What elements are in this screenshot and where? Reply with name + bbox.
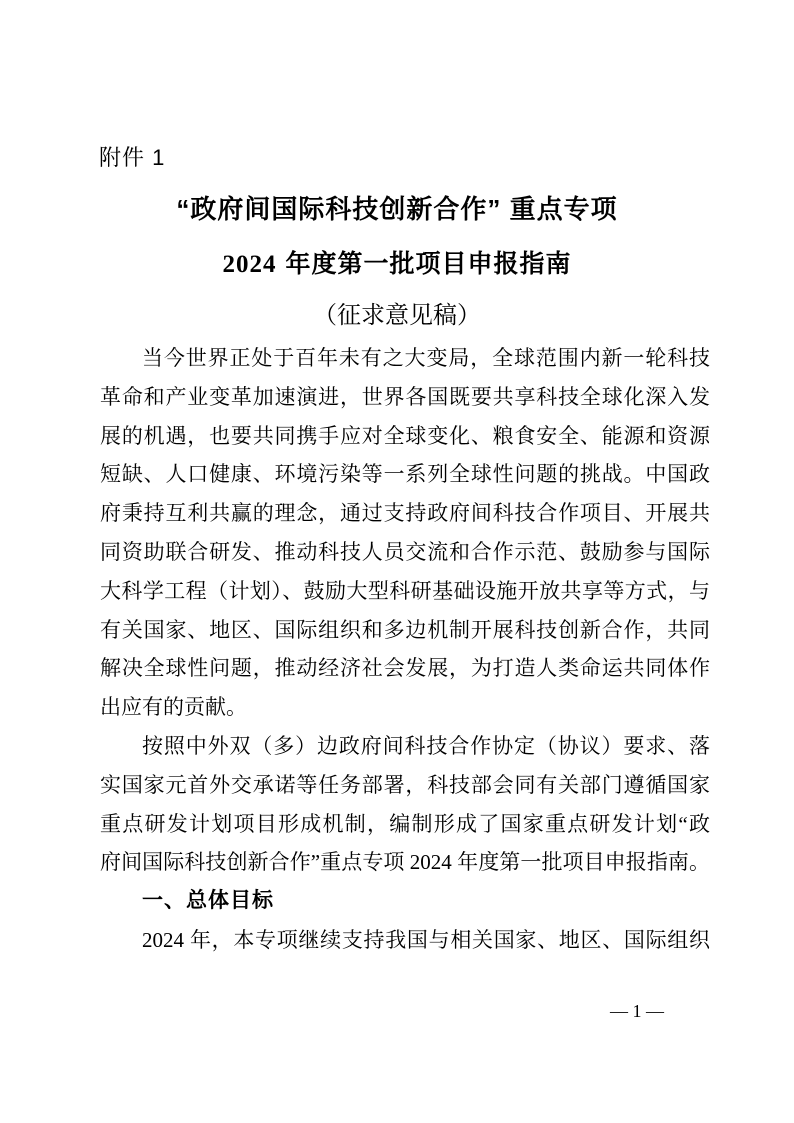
- body-line: 大科学工程（计划）、鼓励大型科研基础设施开放共享等方式，与: [100, 578, 710, 603]
- document-title-line1: “政府间国际科技创新合作” 重点专项: [176, 194, 618, 224]
- body-line: 2024 年，本专项继续支持我国与相关国家、地区、国际组织: [142, 927, 710, 952]
- body-line: 同资助联合研发、推动科技人员交流和合作示范、鼓励参与国际: [100, 539, 710, 564]
- section-heading: 一、总体目标: [142, 889, 274, 913]
- body-line: 府间国际科技创新合作”重点专项 2024 年度第一批项目申报指南。: [100, 850, 710, 875]
- body-line: 实国家元首外交承诺等任务部署，科技部会同有关部门遵循国家: [100, 772, 710, 797]
- body-line: 展的机遇，也要共同携手应对全球变化、粮食安全、能源和资源: [100, 423, 710, 448]
- body-line: 重点研发计划项目形成机制，编制形成了国家重点研发计划“政: [100, 811, 710, 836]
- draft-subtitle: （征求意见稿）: [313, 302, 481, 329]
- body-line: 按照中外双（多）边政府间科技合作协定（协议）要求、落: [142, 733, 710, 758]
- document-title-line2: [0, 251, 794, 279]
- body-line: 当今世界正处于百年未有之大变局，全球范围内新一轮科技: [142, 346, 710, 370]
- body-line: 府秉持互利共赢的理念，通过支持政府间科技合作项目、开展共: [100, 501, 710, 526]
- body-line: 解决全球性问题，推动经济社会发展，为打造人类命运共同体作: [100, 656, 710, 681]
- title-year-number: 2024: [222, 251, 277, 278]
- body-line: 有关国家、地区、国际组织和多边机制开展科技创新合作，共同: [100, 617, 710, 642]
- body-line: 短缺、人口健康、环境污染等一系列全球性问题的挑战。中国政: [100, 462, 710, 487]
- title-line2-text: 年度第一批项目申报指南: [285, 250, 572, 278]
- body-line: 出应有的贡献。: [100, 695, 247, 720]
- body-line: 革命和产业变革加速演进，世界各国既要共享科技全球化深入发: [100, 384, 710, 409]
- body-text-block: [100, 339, 710, 960]
- attachment-label: 附件 1: [99, 145, 166, 170]
- page-number: — 1 —: [610, 1001, 664, 1021]
